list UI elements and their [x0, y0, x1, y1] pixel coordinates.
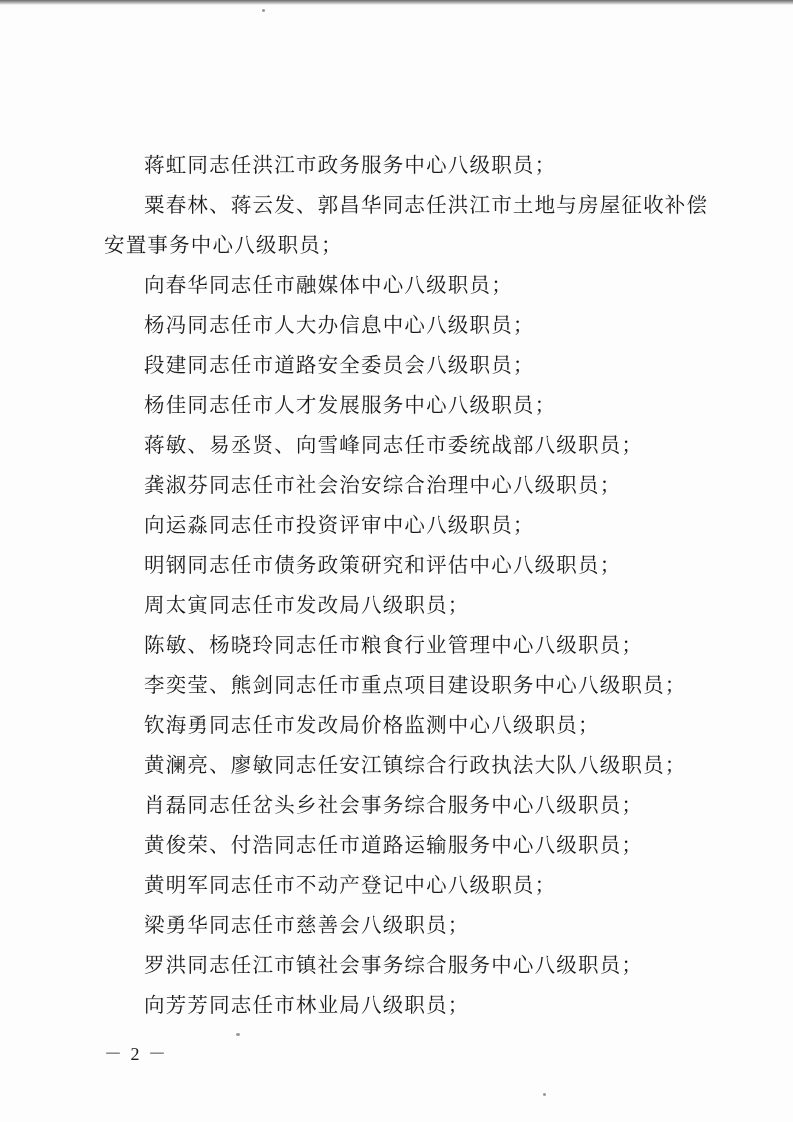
appointment-line: 陈敏、杨晓玲同志任市粮食行业管理中心八级职员； — [144, 633, 644, 657]
appointment-line: 粟春林、蒋云发、郭昌华同志任洪江市土地与房屋征收补偿 — [144, 193, 709, 217]
appointment-line: 向春华同志任市融媒体中心八级职员； — [144, 273, 513, 297]
appointment-paragraph — [104, 585, 704, 625]
appointment-line: 杨佳同志任市人才发展服务中心八级职员； — [144, 393, 557, 417]
scan-speck — [262, 9, 265, 12]
appointment-paragraph — [104, 305, 704, 345]
appointment-line: 蒋虹同志任洪江市政务服务中心八级职员； — [144, 153, 557, 177]
appointment-line: 李奕莹、熊剑同志任市重点项目建设职务中心八级职员； — [144, 673, 687, 697]
appointment-paragraph — [104, 785, 704, 825]
appointment-line: 龚淑芬同志任市社会治安综合治理中心八级职员； — [144, 473, 622, 497]
scan-speck — [236, 1033, 240, 1036]
appointment-paragraph — [104, 745, 704, 785]
appointment-paragraph — [104, 665, 704, 705]
appointment-line: 黄明军同志任市不动产登记中心八级职员； — [144, 873, 557, 897]
appointment-line: 安置事务中心八级职员； — [104, 233, 343, 257]
scan-top-edge — [0, 0, 793, 5]
scan-speck — [543, 1093, 546, 1096]
appointment-paragraph — [104, 905, 704, 945]
appointment-line: 明钢同志任市债务政策研究和评估中心八级职员； — [144, 553, 622, 577]
appointment-line: 罗洪同志任江市镇社会事务综合服务中心八级职员； — [144, 953, 644, 977]
appointment-paragraph — [104, 265, 704, 305]
appointment-list — [104, 145, 709, 1025]
appointment-paragraph — [104, 625, 704, 665]
appointment-paragraph — [104, 825, 704, 865]
appointment-paragraph — [104, 545, 704, 585]
appointment-line: 钦海勇同志任市发改局价格监测中心八级职员； — [144, 713, 600, 737]
appointment-line: 向运淼同志任市投资评审中心八级职员； — [144, 513, 535, 537]
appointment-line: 段建同志任市道路安全委员会八级职员； — [144, 353, 535, 377]
appointment-line: 黄澜亮、廖敏同志任安江镇综合行政执法大队八级职员； — [144, 753, 687, 777]
appointment-line: 黄俊荣、付浩同志任市道路运输服务中心八级职员； — [144, 833, 644, 857]
appointment-paragraph — [104, 425, 704, 465]
appointment-paragraph — [104, 185, 709, 265]
appointment-paragraph — [104, 945, 704, 985]
appointment-line: 梁勇华同志任市慈善会八级职员； — [144, 913, 470, 937]
appointment-line: 向芳芳同志任市林业局八级职员； — [144, 993, 470, 1017]
appointment-paragraph — [104, 865, 704, 905]
appointment-paragraph — [104, 705, 704, 745]
appointment-line: 杨冯同志任市人大办信息中心八级职员； — [144, 313, 535, 337]
page-number: － 2 － — [104, 1044, 168, 1064]
appointment-paragraph — [104, 345, 704, 385]
appointment-paragraph — [104, 465, 704, 505]
appointment-paragraph — [104, 145, 704, 185]
appointment-paragraph — [104, 385, 704, 425]
appointment-paragraph — [104, 985, 704, 1025]
appointment-line: 蒋敏、易丞贤、向雪峰同志任市委统战部八级职员； — [144, 433, 644, 457]
appointment-line: 周太寅同志任市发改局八级职员； — [144, 593, 470, 617]
appointment-paragraph — [104, 505, 704, 545]
appointment-line: 肖磊同志任岔头乡社会事务综合服务中心八级职员； — [144, 793, 644, 817]
